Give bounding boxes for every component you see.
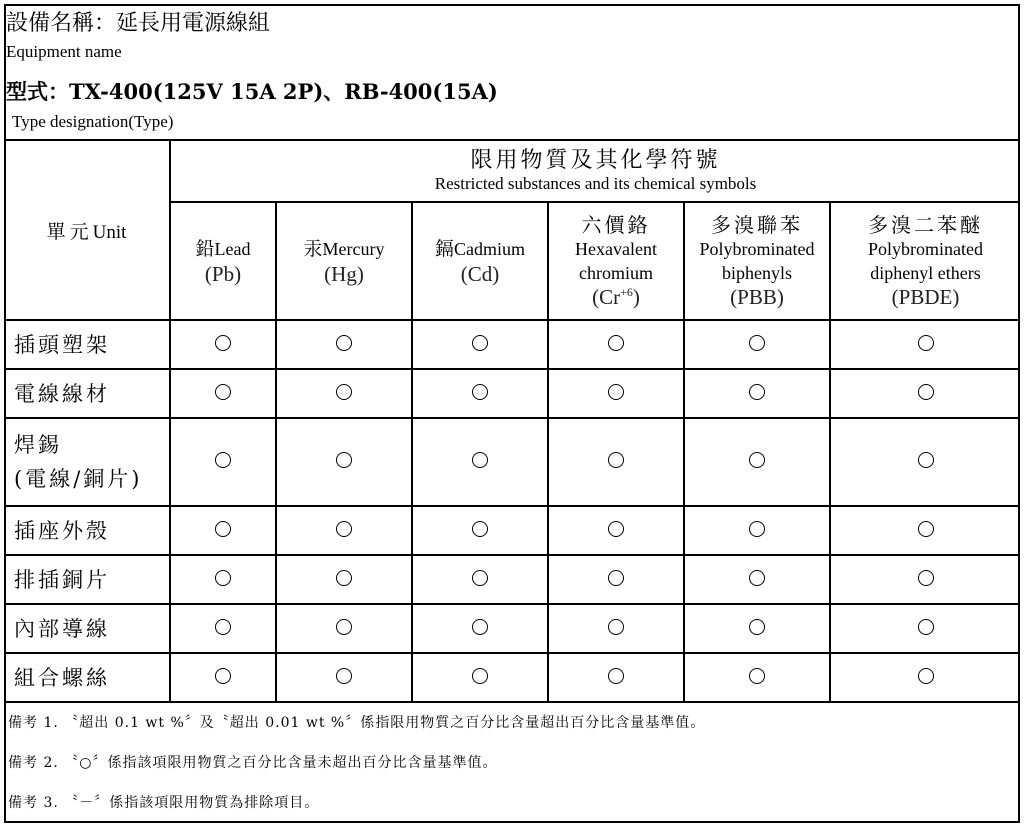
substances-header-en: Restricted substances and its chemical symbols — [434, 174, 757, 193]
circle-mark-icon — [215, 452, 231, 468]
compliance-cell — [276, 320, 412, 369]
circle-mark-icon — [336, 668, 352, 684]
circle-mark-icon — [336, 570, 352, 586]
circle-mark-icon — [608, 570, 624, 586]
circle-mark-icon — [608, 384, 624, 400]
column-header-mercury — [276, 202, 412, 320]
compliance-cell — [412, 604, 548, 653]
chromium-zh: 六價鉻 — [581, 213, 651, 237]
row-unit-name — [4, 369, 170, 418]
compliance-cell — [170, 418, 276, 506]
pbb-symbol: (PBB) — [730, 285, 784, 309]
compliance-cell — [684, 369, 830, 418]
circle-mark-icon — [749, 570, 765, 586]
compliance-cell — [276, 418, 412, 506]
compliance-cell — [684, 604, 830, 653]
column-header-hexavalent-chromium — [548, 202, 684, 320]
compliance-cell — [684, 418, 830, 506]
compliance-cell — [170, 320, 276, 369]
lead-zh: 鉛 — [195, 237, 215, 260]
table-row — [4, 320, 1020, 369]
circle-mark-icon — [472, 570, 488, 586]
lead-en: Lead — [214, 238, 251, 259]
compliance-cell — [412, 653, 548, 702]
column-header-pbde — [830, 202, 1020, 320]
circle-mark-icon — [336, 521, 352, 537]
chromium-symbol-end: ) — [632, 285, 640, 309]
note-3: 備考 3. 〝－〞係指該項限用物質為排除項目。 — [8, 795, 320, 811]
compliance-cell — [276, 506, 412, 555]
compliance-cell — [412, 506, 548, 555]
circle-mark-icon — [749, 384, 765, 400]
circle-mark-icon — [215, 570, 231, 586]
chromium-en-line1: Hexavalent — [575, 239, 657, 259]
circle-mark-icon — [918, 384, 934, 400]
circle-mark-icon — [918, 335, 934, 351]
compliance-cell — [170, 506, 276, 555]
column-header-lead — [170, 202, 276, 320]
compliance-cell — [830, 369, 1020, 418]
compliance-cell — [684, 653, 830, 702]
note-1: 備考 1. 〝超出 0.1 wt %〞及〝超出 0.01 wt %〞係指限用物質之百分比含量超出百分比含量基準值。 — [8, 715, 706, 731]
circle-mark-icon — [215, 521, 231, 537]
chromium-en-line2: chromium — [579, 263, 653, 283]
circle-mark-icon — [608, 619, 624, 635]
table-row — [4, 506, 1020, 555]
compliance-cell — [830, 320, 1020, 369]
substances-header-zh: 限用物質及其化學符號 — [470, 148, 721, 173]
compliance-cell — [548, 555, 684, 604]
mercury-zh: 汞 — [303, 237, 323, 260]
table-row — [4, 418, 1020, 506]
compliance-cell — [830, 653, 1020, 702]
pbb-en-line2: biphenyls — [722, 263, 792, 283]
compliance-cell — [170, 653, 276, 702]
compliance-cell — [548, 506, 684, 555]
circle-mark-icon — [749, 619, 765, 635]
row-unit-name — [4, 604, 170, 653]
row-unit-name-line1: 插座外殼 — [14, 518, 110, 543]
circle-mark-icon — [608, 335, 624, 351]
unit-header — [4, 140, 170, 320]
column-header-pbb — [684, 202, 830, 320]
pbb-zh: 多溴聯苯 — [711, 213, 803, 237]
circle-mark-icon — [918, 619, 934, 635]
compliance-cell — [548, 418, 684, 506]
compliance-cell — [276, 604, 412, 653]
row-unit-name-line1: 內部導線 — [14, 616, 110, 641]
compliance-cell — [412, 369, 548, 418]
row-unit-name-line1: 插頭塑架 — [14, 332, 110, 357]
circle-mark-icon — [749, 335, 765, 351]
compliance-cell — [276, 369, 412, 418]
compliance-cell — [412, 555, 548, 604]
row-unit-name — [4, 506, 170, 555]
circle-mark-icon — [472, 619, 488, 635]
mercury-en: Mercury — [322, 238, 385, 259]
cadmium-en: Cadmium — [454, 238, 525, 259]
pbde-zh: 多溴二苯醚 — [868, 213, 983, 237]
equipment-name-label: Equipment name — [6, 42, 122, 61]
table-row — [4, 604, 1020, 653]
type-designation-label: Type designation(Type) — [12, 112, 174, 131]
chromium-symbol-sup: +6 — [620, 285, 633, 299]
circle-mark-icon — [215, 384, 231, 400]
compliance-cell — [548, 604, 684, 653]
compliance-cell — [830, 418, 1020, 506]
circle-mark-icon — [336, 384, 352, 400]
compliance-cell — [830, 506, 1020, 555]
compliance-cell — [170, 369, 276, 418]
row-unit-name-line1: 焊錫 — [14, 433, 62, 457]
circle-mark-icon — [336, 452, 352, 468]
unit-header-zh: 單元 — [46, 221, 93, 243]
note-2: 備考 2. 〝○〞係指該項限用物質之百分比含量未超出百分比含量基準值。 — [8, 755, 498, 771]
circle-mark-icon — [918, 521, 934, 537]
row-unit-name-line2: (電線/銅片) — [14, 467, 143, 491]
circle-mark-icon — [336, 335, 352, 351]
pbde-en-line1: Polybrominated — [868, 239, 983, 259]
compliance-cell — [548, 369, 684, 418]
circle-mark-icon — [472, 668, 488, 684]
circle-mark-icon — [472, 384, 488, 400]
circle-mark-icon — [608, 668, 624, 684]
row-unit-name — [4, 555, 170, 604]
circle-mark-icon — [749, 521, 765, 537]
circle-mark-icon — [749, 668, 765, 684]
row-unit-name-line1: 電線線材 — [14, 381, 110, 406]
compliance-cell — [170, 604, 276, 653]
table-row — [4, 555, 1020, 604]
compliance-cell — [548, 653, 684, 702]
compliance-cell — [276, 555, 412, 604]
row-unit-name-line1: 排插銅片 — [14, 567, 110, 592]
table-row — [4, 369, 1020, 418]
compliance-cell — [276, 653, 412, 702]
lead-symbol: (Pb) — [204, 261, 242, 286]
table-body — [4, 320, 1020, 702]
table-row — [4, 653, 1020, 702]
cadmium-zh: 鎘 — [434, 237, 454, 260]
circle-mark-icon — [918, 668, 934, 684]
circle-mark-icon — [918, 452, 934, 468]
circle-mark-icon — [215, 668, 231, 684]
cadmium-symbol: (Cd) — [460, 261, 500, 286]
pbde-en-line2: diphenyl ethers — [870, 263, 981, 283]
pbde-symbol: (PBDE) — [891, 285, 960, 309]
chromium-symbol-base: (Cr — [592, 285, 621, 309]
chromium-symbol — [549, 285, 683, 309]
compliance-cell — [830, 555, 1020, 604]
row-unit-name — [4, 320, 170, 369]
circle-mark-icon — [472, 521, 488, 537]
circle-mark-icon — [608, 521, 624, 537]
circle-mark-icon — [918, 570, 934, 586]
compliance-cell — [830, 604, 1020, 653]
circle-mark-icon — [336, 619, 352, 635]
row-unit-name — [4, 653, 170, 702]
circle-mark-icon — [472, 452, 488, 468]
compliance-cell — [684, 506, 830, 555]
substances-group-header — [170, 140, 1020, 202]
compliance-cell — [412, 320, 548, 369]
mercury-symbol: (Hg) — [324, 261, 364, 286]
restricted-substances-table — [4, 139, 1020, 703]
pbb-en-line1: Polybrominated — [699, 239, 815, 259]
type-designation-zh: 型式：TX-400(125V 15A 2P)、RB-400(15A) — [6, 79, 498, 104]
compliance-cell — [412, 418, 548, 506]
row-unit-name-line1: 組合螺絲 — [14, 665, 110, 690]
circle-mark-icon — [215, 335, 231, 351]
compliance-cell — [684, 320, 830, 369]
compliance-cell — [684, 555, 830, 604]
circle-mark-icon — [472, 335, 488, 351]
row-unit-name — [4, 418, 170, 506]
circle-mark-icon — [749, 452, 765, 468]
circle-mark-icon — [215, 619, 231, 635]
unit-header-en: Unit — [92, 222, 127, 243]
circle-mark-icon — [608, 452, 624, 468]
compliance-cell — [170, 555, 276, 604]
column-header-cadmium — [412, 202, 548, 320]
compliance-cell — [548, 320, 684, 369]
equipment-name-zh: 設備名稱：延長用電源線組 — [6, 11, 271, 36]
